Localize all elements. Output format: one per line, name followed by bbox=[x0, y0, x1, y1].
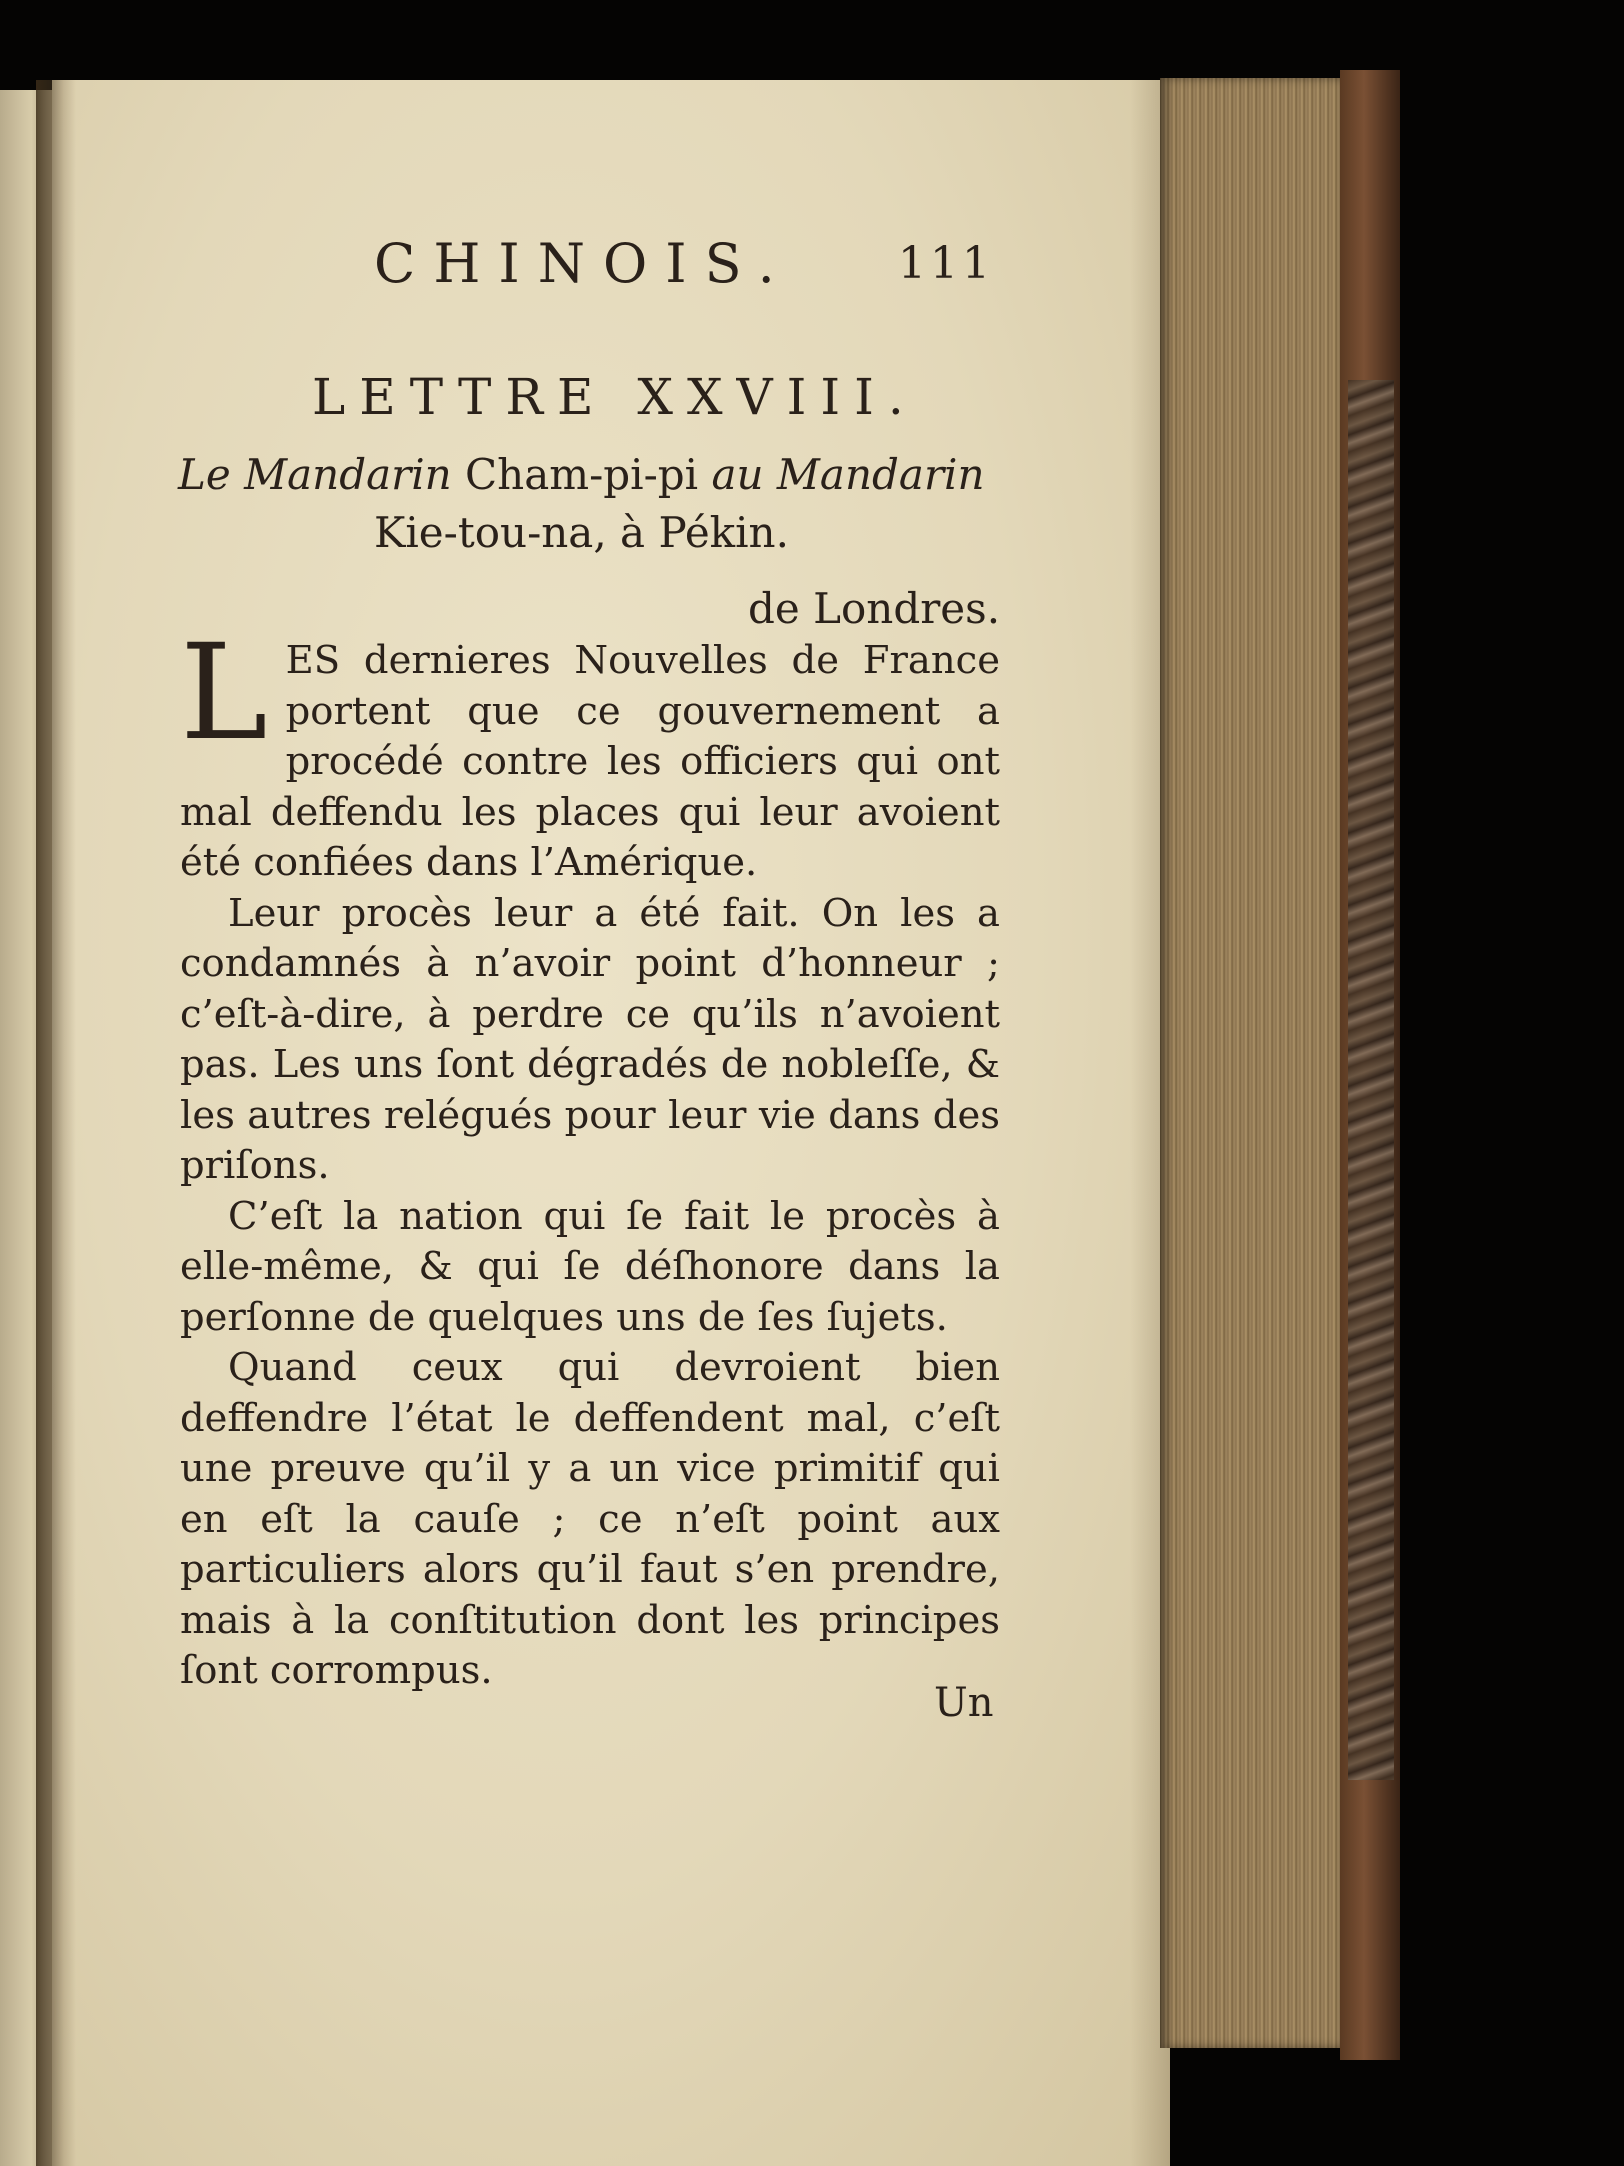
marbled-board bbox=[1348, 380, 1394, 1780]
paragraph-4: Quand ceux qui devroient bien deffendre l’état le deffendent mal, c’eſt une preuve qu’il y a un vice primitif qui en eſt la cauſe ; ce n’eſt point aux particuliers alors qu’il faut s’en prendre, mais à la conſtitution dont les principes ſont corrompus. bbox=[180, 1345, 1000, 1693]
address-italic-b: au Mandarin bbox=[711, 450, 985, 499]
fore-edge bbox=[1160, 78, 1340, 2048]
paragraph-1 bbox=[180, 616, 1000, 889]
catchword: Un bbox=[934, 1680, 994, 1726]
letter-title: LETTRE XXVIII. bbox=[312, 368, 918, 426]
page-number: 111 bbox=[898, 238, 994, 289]
paragraph-1-text: ES dernieres Nouvelles de France portent que ce gouvernement a procédé contre les officiers qui ont mal deffendu les places qui leur avoient été confiées dans l’Amérique. bbox=[180, 638, 1000, 885]
address-recipient: Kie-tou-na, à Pékin. bbox=[374, 508, 789, 557]
paragraph-2: Leur procès leur a été fait. On les a condamnés à n’avoir point d’honneur ; c’eſt-à-dire, à perdre ce qu’ils n’avoient pas. Les uns ſont dégradés de nobleſſe, & les autres relégués pour leur vie dans des priſons. bbox=[180, 890, 1000, 1188]
address-sender: Cham-pi-pi bbox=[465, 450, 699, 499]
spine-gutter bbox=[36, 80, 76, 2166]
letter-address bbox=[178, 446, 1018, 562]
letter-body bbox=[180, 616, 1000, 1697]
place-of-writing: de Londres. bbox=[748, 584, 1001, 633]
running-head: CHINOIS. bbox=[374, 232, 793, 295]
paragraph-3: C’eſt la nation qui ſe fait le procès à elle-même, & qui ſe déſhonore dans la perſonne de quelques uns de ſes ſujets. bbox=[180, 1193, 1000, 1340]
address-italic-a: Le Mandarin bbox=[178, 450, 452, 499]
drop-cap: L bbox=[180, 616, 268, 770]
